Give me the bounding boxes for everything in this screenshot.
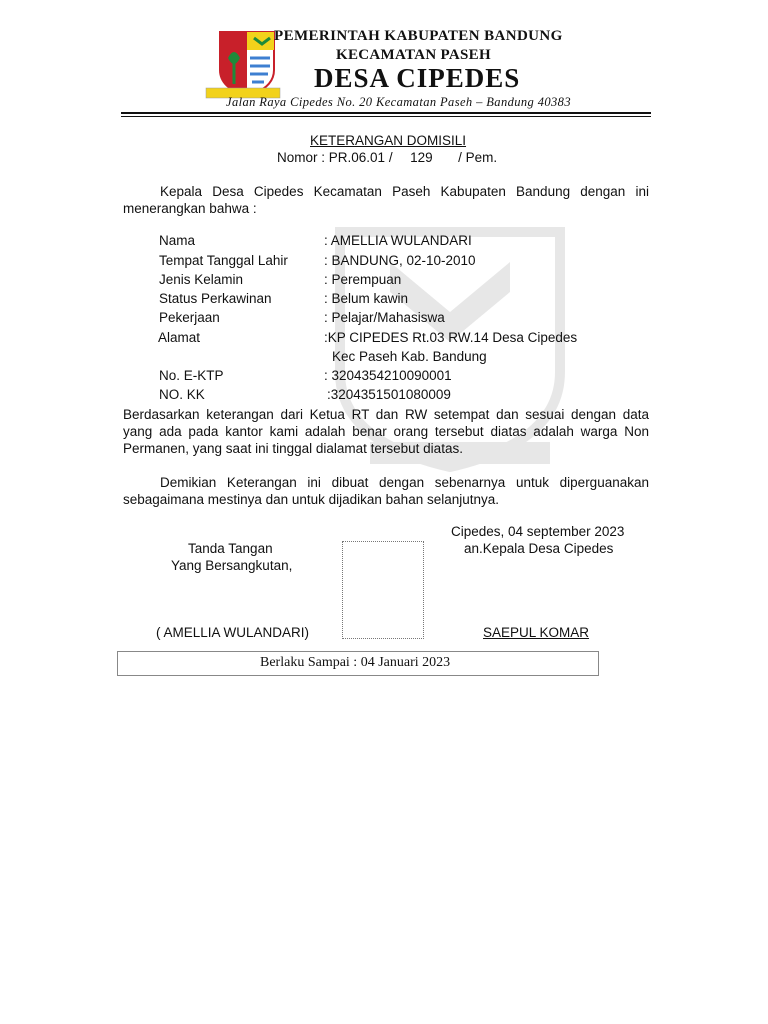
header-district: KECAMATAN PASEH [336, 47, 491, 63]
field-value-ttl: : BANDUNG, 02-10-2010 [324, 253, 476, 268]
signature-date: Cipedes, 04 september 2023 [451, 524, 625, 539]
applicant-name: ( AMELLIA WULANDARI) [156, 625, 310, 640]
nomor-code: PR.06.01 / [328, 150, 393, 165]
document-number [277, 150, 497, 165]
field-value-nama: : AMELLIA WULANDARI [324, 233, 472, 248]
body-paragraph-1: Berdasarkan keterangan dari Ketua RT dan RW setempat dan sesuai dengan data yang ada pada kantor kami adalah benar orang tersebut diatas adalah warga Non Permanen, yang saat ini tinggal dialamat tersebut diatas. [123, 407, 649, 456]
field-label-marital: Status Perkawinan [159, 291, 272, 306]
header-rule-thin [121, 116, 651, 117]
signature-title: an.Kepala Desa Cipedes [464, 541, 614, 556]
intro-paragraph: Kepala Desa Cipedes Kecamatan Paseh Kabupaten Bandung dengan ini menerangkan bahwa : [123, 184, 649, 216]
field-value-job: : Pelajar/Mahasiswa [324, 310, 445, 325]
document-title: KETERANGAN DOMISILI [310, 133, 467, 148]
field-value-kk: :3204351501080009 [327, 387, 451, 402]
field-value-ektp: : 3204354210090001 [324, 368, 452, 383]
field-value-address: :KP CIPEDES Rt.03 RW.14 Desa Cipedes [324, 330, 578, 345]
village-logo [204, 28, 282, 102]
field-label-gender: Jenis Kelamin [159, 272, 244, 287]
field-value-address-line2: Kec Paseh Kab. Bandung [332, 349, 487, 364]
field-label-address: Alamat [158, 330, 201, 345]
header-rule-thick [121, 112, 651, 114]
field-label-nama: Nama [159, 233, 196, 248]
applicant-sign-label: Tanda Tangan [188, 541, 273, 556]
validity-text: Berlaku Sampai : 04 Januari 2023 [260, 655, 451, 670]
header-address: Jalan Raya Cipedes No. 20 Kecamatan Paseh – Bandung 40383 [226, 95, 571, 109]
applicant-sign-label-2: Yang Bersangkutan, [171, 558, 293, 573]
field-label-ttl: Tempat Tanggal Lahir [159, 253, 288, 268]
field-label-kk: NO. KK [159, 387, 205, 402]
field-value-gender: : Perempuan [324, 272, 402, 287]
header-government: PEMERINTAH KABUPATEN BANDUNG [274, 28, 563, 44]
nomor-suffix: / Pem. [458, 150, 498, 165]
field-label-ektp: No. E-KTP [159, 368, 224, 383]
header-village: DESA CIPEDES [314, 63, 521, 93]
head-name: SAEPUL KOMAR [483, 625, 590, 640]
stamp-box [342, 541, 424, 639]
nomor-label: Nomor : [277, 150, 326, 165]
field-value-marital: : Belum kawin [324, 291, 409, 306]
nomor-number: 129 [410, 150, 433, 165]
body-paragraph-2: Demikian Keterangan ini dibuat dengan sebenarnya untuk diperguanakan sebagaimana mestinya dan untuk dijadikan bahan selanjutnya. [123, 475, 649, 507]
field-label-job: Pekerjaan [159, 310, 220, 325]
